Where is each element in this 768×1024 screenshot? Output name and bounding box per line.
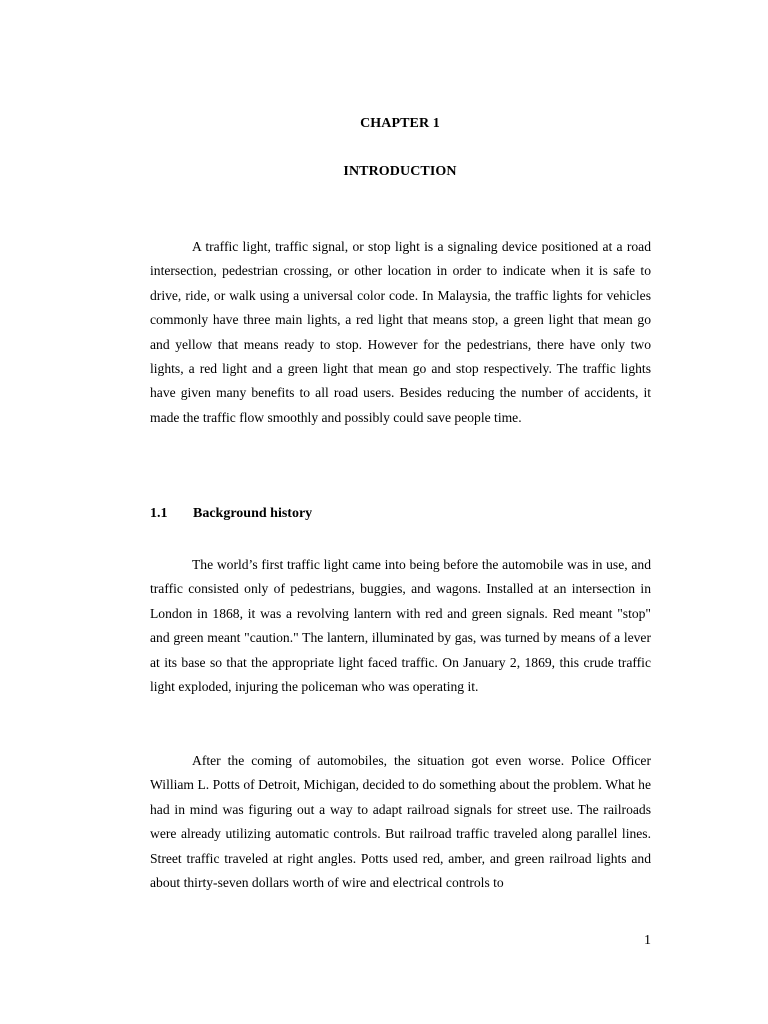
page-number: 1 — [644, 933, 651, 948]
history-paragraph-2: After the coming of automobiles, the situation got even worse. Police Officer William L. Potts of Detroit, Michigan, decided to do something about the problem. What he had in mind was figuring out a way to adapt railroad signals for street use. The railroads were already utilizing automatic controls. But railroad traffic traveled along parallel lines. Street traffic traveled at right angles. Potts used red, amber, and green railroad lights and about thirty-seven dollars worth of wire and electrical controls to — [150, 753, 651, 891]
history-paragraph-1: The world’s first traffic light came into being before the automobile was in use, and traffic consisted only of pedestrians, buggies, and wagons. Installed at an intersection in London in 1868, it was a revolving lantern with red and green signals. Red meant "stop" and green meant "caution." The lantern, illuminated by gas, was turned by means of a lever at its base so that the appropriate light faced traffic. On January 2, 1869, this crude traffic light exploded, injuring the policeman who was operating it. — [150, 557, 651, 695]
chapter-title: INTRODUCTION — [343, 164, 457, 179]
section-number: 1.1 — [150, 506, 168, 521]
section-title: Background history — [193, 506, 313, 521]
section-heading — [150, 506, 312, 522]
chapter-heading: CHAPTER 1 — [360, 116, 440, 131]
intro-paragraph: A traffic light, traffic signal, or stop light is a signaling device positioned at a road intersection, pedestrian crossing, or other location in order to indicate when it is safe to drive, ride, or walk using a universal color code. In Malaysia, the traffic lights for vehicles commonly have three main lights, a red light that means stop, a green light that mean go and yellow that means ready to stop. However for the pedestrians, there have only two lights, a red light and a green light that mean go and stop respectively. The traffic lights have given many benefits to all road users. Besides reducing the number of accidents, it made the traffic flow smoothly and possibly could save people time. — [150, 239, 651, 425]
